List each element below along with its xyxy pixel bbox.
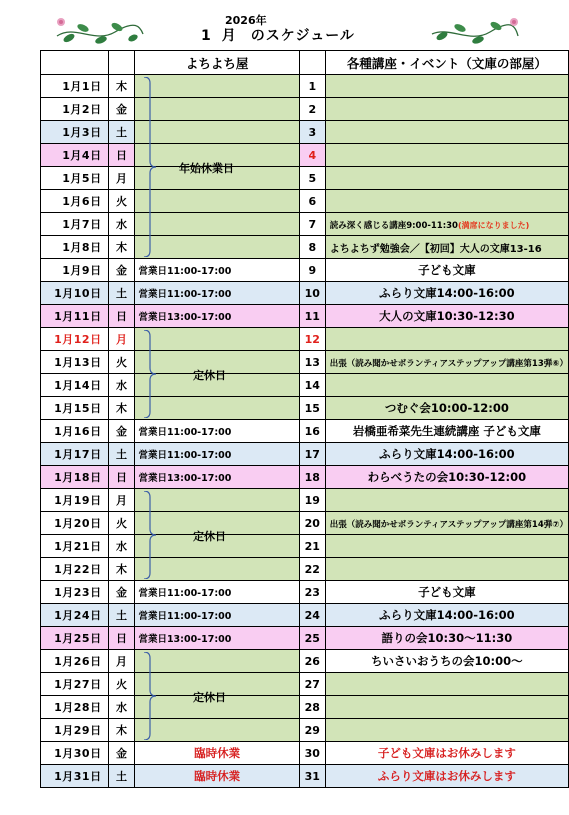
event-cell	[325, 535, 568, 558]
closure-label: 定休日	[193, 690, 226, 704]
temporary-closure-label: 臨時休業	[194, 769, 241, 783]
date-cell: 1月28日	[41, 696, 109, 719]
yochiyochi-cell	[135, 558, 299, 581]
weekday-cell: 火	[108, 673, 135, 696]
business-hours-label: 営業日13:00-17:00	[138, 634, 232, 645]
table-row	[41, 305, 569, 328]
yochiyochi-cell	[135, 75, 299, 98]
title-suffix: のスケジュール	[250, 28, 355, 44]
date-cell: 1月23日	[41, 581, 109, 604]
yochiyochi-cell	[135, 443, 299, 466]
yochiyochi-cell	[135, 121, 299, 144]
weekday-cell: 日	[108, 144, 135, 167]
date-cell: 1月17日	[41, 443, 109, 466]
date-cell: 1月4日	[41, 144, 109, 167]
day-number-cell: 3	[299, 121, 325, 144]
day-number-cell: 19	[299, 489, 325, 512]
event-cell	[325, 397, 568, 420]
date-cell: 1月24日	[41, 604, 109, 627]
event-label: ふらり文庫14:00-16:00	[379, 608, 515, 622]
yochiyochi-cell	[135, 190, 299, 213]
date-cell: 1月11日	[41, 305, 109, 328]
date-cell: 1月13日	[41, 351, 109, 374]
weekday-cell: 金	[108, 98, 135, 121]
day-number-cell: 15	[299, 397, 325, 420]
event-label: 大人の文庫10:30-12:30	[379, 309, 515, 323]
weekday-cell: 月	[108, 650, 135, 673]
yochiyochi-cell	[135, 719, 299, 742]
table-row	[41, 75, 569, 98]
yochiyochi-cell	[135, 765, 299, 788]
weekday-cell: 金	[108, 742, 135, 765]
header-yochiyochi: よちよち屋	[135, 51, 299, 75]
day-number-cell: 17	[299, 443, 325, 466]
weekday-cell: 水	[108, 374, 135, 397]
day-number-cell: 9	[299, 259, 325, 282]
title-month-number: 1	[201, 28, 212, 44]
day-number-cell: 25	[299, 627, 325, 650]
day-number-cell: 4	[299, 144, 325, 167]
weekday-cell: 土	[108, 121, 135, 144]
weekday-cell: 木	[108, 397, 135, 420]
day-number-cell: 27	[299, 673, 325, 696]
table-row	[41, 719, 569, 742]
event-cell	[325, 259, 568, 282]
table-row	[41, 190, 569, 213]
day-number-cell: 18	[299, 466, 325, 489]
table-row	[41, 420, 569, 443]
schedule-body	[41, 75, 569, 788]
weekday-cell: 金	[108, 259, 135, 282]
table-row	[41, 765, 569, 788]
table-row	[41, 236, 569, 259]
date-cell: 1月6日	[41, 190, 109, 213]
day-number-cell: 6	[299, 190, 325, 213]
event-cell	[325, 443, 568, 466]
date-cell: 1月2日	[41, 98, 109, 121]
day-number-cell: 20	[299, 512, 325, 535]
day-number-cell: 12	[299, 328, 325, 351]
business-hours-label: 営業日11:00-17:00	[138, 289, 232, 300]
event-cell	[325, 282, 568, 305]
weekday-cell: 火	[108, 512, 135, 535]
date-cell: 1月14日	[41, 374, 109, 397]
table-row	[41, 98, 569, 121]
date-cell: 1月20日	[41, 512, 109, 535]
day-number-cell: 23	[299, 581, 325, 604]
table-row	[41, 466, 569, 489]
title-month-char: 月	[221, 28, 237, 44]
weekday-cell: 火	[108, 190, 135, 213]
table-row	[41, 144, 569, 167]
yochiyochi-cell	[135, 650, 299, 673]
event-cell	[325, 351, 568, 374]
event-cell	[325, 236, 568, 259]
weekday-cell: 火	[108, 351, 135, 374]
day-number-cell: 24	[299, 604, 325, 627]
day-number-cell: 8	[299, 236, 325, 259]
event-cell	[325, 650, 568, 673]
header-dow	[108, 51, 135, 75]
event-cell	[325, 121, 568, 144]
day-number-cell: 26	[299, 650, 325, 673]
date-cell: 1月9日	[41, 259, 109, 282]
business-hours-label: 営業日11:00-17:00	[138, 266, 232, 277]
yochiyochi-cell	[135, 213, 299, 236]
weekday-cell: 土	[108, 604, 135, 627]
weekday-cell: 金	[108, 581, 135, 604]
event-label: ふらり文庫14:00-16:00	[379, 286, 515, 300]
weekday-cell: 木	[108, 558, 135, 581]
event-label: つむぐ会10:00-12:00	[384, 401, 509, 415]
date-cell: 1月22日	[41, 558, 109, 581]
yochiyochi-cell	[135, 328, 299, 351]
header-events: 各種講座・イベント（文庫の部屋）	[325, 51, 568, 75]
event-cell	[325, 374, 568, 397]
event-cell	[325, 627, 568, 650]
business-hours-label: 営業日13:00-17:00	[138, 473, 232, 484]
weekday-cell: 月	[108, 489, 135, 512]
event-cell	[325, 144, 568, 167]
day-number-cell: 22	[299, 558, 325, 581]
yochiyochi-cell	[135, 420, 299, 443]
page-header	[0, 0, 569, 50]
event-cell	[325, 305, 568, 328]
day-number-cell: 7	[299, 213, 325, 236]
weekday-cell: 金	[108, 420, 135, 443]
yochiyochi-cell	[135, 236, 299, 259]
date-cell: 1月1日	[41, 75, 109, 98]
event-cell	[325, 742, 568, 765]
event-label: 出張（読み聞かせボランティアステップアップ講座第14弾⑦）	[329, 519, 568, 530]
table-row	[41, 512, 569, 535]
event-cell	[325, 581, 568, 604]
event-cell	[325, 167, 568, 190]
day-number-cell: 29	[299, 719, 325, 742]
date-cell: 1月29日	[41, 719, 109, 742]
day-number-cell: 30	[299, 742, 325, 765]
event-label: 読み深く感じる講座9:00-11:30	[329, 220, 458, 231]
table-row	[41, 259, 569, 282]
event-cell	[325, 673, 568, 696]
table-row	[41, 167, 569, 190]
day-number-cell: 14	[299, 374, 325, 397]
date-cell: 1月27日	[41, 673, 109, 696]
table-row	[41, 650, 569, 673]
leaf-vine-right-decoration	[430, 14, 520, 46]
event-label: 語りの会10:30～11:30	[381, 631, 513, 645]
closure-brace-icon	[142, 77, 158, 257]
yochiyochi-cell	[135, 489, 299, 512]
table-row	[41, 604, 569, 627]
yochiyochi-cell	[135, 604, 299, 627]
event-label: 子ども文庫	[418, 585, 476, 599]
date-cell: 1月19日	[41, 489, 109, 512]
table-header-row	[41, 51, 569, 75]
event-cell	[325, 489, 568, 512]
day-number-cell: 31	[299, 765, 325, 788]
date-cell: 1月30日	[41, 742, 109, 765]
date-cell: 1月26日	[41, 650, 109, 673]
business-hours-label: 営業日11:00-17:00	[138, 588, 232, 599]
business-hours-label: 営業日13:00-17:00	[138, 312, 232, 323]
weekday-cell: 日	[108, 466, 135, 489]
business-hours-label: 営業日11:00-17:00	[138, 427, 232, 438]
weekday-cell: 日	[108, 305, 135, 328]
schedule-table	[40, 50, 569, 788]
event-label: ふらり文庫14:00-16:00	[379, 447, 515, 461]
table-row	[41, 121, 569, 144]
event-cell	[325, 604, 568, 627]
table-row	[41, 581, 569, 604]
business-hours-label: 営業日11:00-17:00	[138, 611, 232, 622]
event-label: 子ども文庫	[418, 263, 476, 277]
weekday-cell: 水	[108, 696, 135, 719]
event-cell	[325, 190, 568, 213]
event-note: (満席になりました)	[457, 220, 530, 230]
date-cell: 1月12日	[41, 328, 109, 351]
yochiyochi-cell	[135, 627, 299, 650]
day-number-cell: 5	[299, 167, 325, 190]
date-cell: 1月3日	[41, 121, 109, 144]
weekday-cell: 水	[108, 535, 135, 558]
date-cell: 1月25日	[41, 627, 109, 650]
closure-label: 定休日	[193, 368, 226, 382]
table-row	[41, 328, 569, 351]
day-number-cell: 10	[299, 282, 325, 305]
yochiyochi-cell	[135, 397, 299, 420]
schedule-year: 2026年	[225, 14, 267, 27]
weekday-cell: 月	[108, 328, 135, 351]
weekday-cell: 月	[108, 167, 135, 190]
yochiyochi-cell	[135, 466, 299, 489]
yochiyochi-cell	[135, 305, 299, 328]
table-row	[41, 351, 569, 374]
table-row	[41, 696, 569, 719]
event-cell	[325, 558, 568, 581]
table-row	[41, 673, 569, 696]
header-date	[41, 51, 109, 75]
date-cell: 1月8日	[41, 236, 109, 259]
event-label: わらべうたの会10:30-12:00	[367, 470, 527, 484]
event-cell	[325, 466, 568, 489]
schedule-title	[201, 25, 355, 45]
day-number-cell: 2	[299, 98, 325, 121]
yochiyochi-cell	[135, 282, 299, 305]
event-label: よちよちず勉強会／【初回】大人の文庫13-16	[329, 243, 542, 255]
header-num	[299, 51, 325, 75]
closure-label: 年始休業日	[179, 161, 234, 175]
event-cell	[325, 75, 568, 98]
event-cell	[325, 765, 568, 788]
table-row	[41, 374, 569, 397]
table-row	[41, 282, 569, 305]
date-cell: 1月21日	[41, 535, 109, 558]
weekday-cell: 土	[108, 282, 135, 305]
leaf-vine-left-decoration	[55, 14, 145, 46]
weekday-cell: 木	[108, 236, 135, 259]
date-cell: 1月16日	[41, 420, 109, 443]
event-cell	[325, 328, 568, 351]
event-cell	[325, 696, 568, 719]
weekday-cell: 土	[108, 765, 135, 788]
event-cell	[325, 98, 568, 121]
event-label: 子ども文庫はお休みします	[377, 746, 516, 760]
event-cell	[325, 420, 568, 443]
day-number-cell: 28	[299, 696, 325, 719]
weekday-cell: 木	[108, 719, 135, 742]
weekday-cell: 水	[108, 213, 135, 236]
date-cell: 1月18日	[41, 466, 109, 489]
weekday-cell: 木	[108, 75, 135, 98]
yochiyochi-cell	[135, 98, 299, 121]
business-hours-label: 営業日11:00-17:00	[138, 450, 232, 461]
event-label: ふらり文庫はお休みします	[377, 769, 516, 783]
date-cell: 1月10日	[41, 282, 109, 305]
event-label: 岩橋亜希菜先生連続講座 子ども文庫	[352, 424, 541, 438]
yochiyochi-cell	[135, 742, 299, 765]
event-label: 出張（読み聞かせボランティアステップアップ講座第13弾⑥）	[329, 358, 568, 369]
closure-label: 定休日	[193, 529, 226, 543]
day-number-cell: 1	[299, 75, 325, 98]
table-row	[41, 742, 569, 765]
table-row	[41, 627, 569, 650]
table-row	[41, 213, 569, 236]
closure-brace-icon	[142, 652, 158, 740]
day-number-cell: 13	[299, 351, 325, 374]
table-row	[41, 489, 569, 512]
day-number-cell: 11	[299, 305, 325, 328]
yochiyochi-cell	[135, 581, 299, 604]
weekday-cell: 日	[108, 627, 135, 650]
closure-brace-icon	[142, 330, 158, 418]
weekday-cell: 土	[108, 443, 135, 466]
date-cell: 1月15日	[41, 397, 109, 420]
day-number-cell: 16	[299, 420, 325, 443]
date-cell: 1月5日	[41, 167, 109, 190]
table-row	[41, 397, 569, 420]
date-cell: 1月7日	[41, 213, 109, 236]
event-cell	[325, 213, 568, 236]
event-cell	[325, 719, 568, 742]
closure-brace-icon	[142, 491, 158, 579]
table-row	[41, 558, 569, 581]
event-label: ちいさいおうちの会10:00～	[371, 654, 523, 668]
date-cell: 1月31日	[41, 765, 109, 788]
event-cell	[325, 512, 568, 535]
table-row	[41, 535, 569, 558]
table-row	[41, 443, 569, 466]
yochiyochi-cell	[135, 259, 299, 282]
day-number-cell: 21	[299, 535, 325, 558]
temporary-closure-label: 臨時休業	[194, 746, 241, 760]
